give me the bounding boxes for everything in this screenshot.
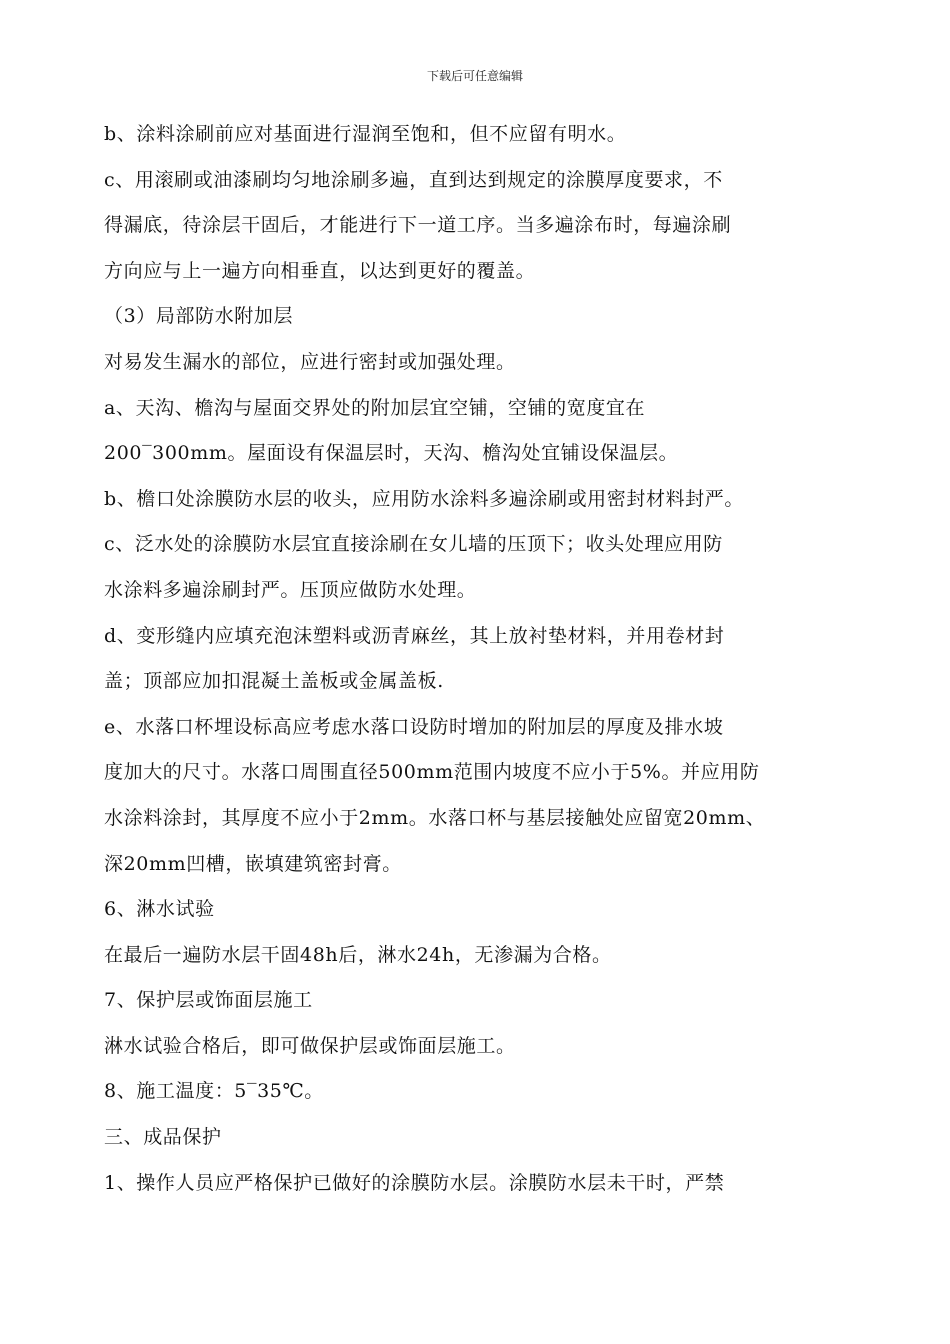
text-line: 对易发生漏水的部位，应进行密封或加强处理。: [104, 350, 516, 373]
text-line: 1、操作人员应严格保护已做好的涂膜防水层。涂膜防水层未干时，严禁: [104, 1171, 725, 1194]
text-line: b、涂料涂刷前应对基面进行湿润至饱和，但不应留有明水。: [104, 123, 627, 145]
text-line: 水涂料涂封，其厚度不应小于2mm。水落口杯与基层接触处应留宽20mm、: [104, 806, 766, 829]
text-line: e、水落口杯埋设标高应考虑水落口设防时增加的附加层的厚度及排水坡: [104, 715, 724, 738]
text-line: 盖；顶部应加扣混凝土盖板或金属盖板.: [104, 670, 444, 693]
text-line: 在最后一遍防水层干固48h后，淋水24h，无渗漏为合格。: [104, 943, 612, 966]
page-header: 下载后可任意编辑: [426, 69, 523, 83]
text-line: a、天沟、檐沟与屋面交界处的附加层宜空铺，空铺的宽度宜在: [104, 396, 646, 419]
text-line: 方向应与上一遍方向相垂直，以达到更好的覆盖。: [104, 259, 536, 282]
text-line: d、变形缝内应填充泡沫塑料或沥青麻丝，其上放衬垫材料，并用卷材封: [104, 624, 725, 647]
text-line: 深20mm凹槽，嵌填建筑密封膏。: [104, 852, 402, 875]
chapter-heading: 三、成品保护: [104, 1126, 222, 1149]
text-line: c、用滚刷或油漆刷均匀地涂刷多遍，直到达到规定的涂膜厚度要求，不: [104, 168, 723, 191]
document-body: [104, 112, 804, 1206]
text-line: 度加大的尺寸。水落口周围直径500mm范围内坡度不应小于5%。并应用防: [104, 761, 760, 784]
section-heading: （3）局部防水附加层: [104, 305, 294, 328]
text-line: 水涂料多遍涂刷封严。压顶应做防水处理。: [104, 578, 477, 601]
section-heading: 6、淋水试验: [104, 898, 215, 921]
section-heading: 7、保护层或饰面层施工: [104, 989, 313, 1012]
text-line: 200‾300mm。屋面设有保温层时，天沟、檐沟处宜铺设保温层。: [104, 442, 679, 465]
section-heading: 8、施工温度：5‾35℃。: [104, 1080, 324, 1103]
text-line: c、泛水处的涂膜防水层宜直接涂刷在女儿墙的压顶下；收头处理应用防: [104, 533, 723, 556]
text-line: 得漏底，待涂层干固后，才能进行下一道工序。当多遍涂布时，每遍涂刷: [104, 214, 732, 237]
text-line: 淋水试验合格后，即可做保护层或饰面层施工。: [104, 1034, 516, 1057]
text-line: b、檐口处涂膜防水层的收头，应用防水涂料多遍涂刷或用密封材料封严。: [104, 487, 744, 510]
